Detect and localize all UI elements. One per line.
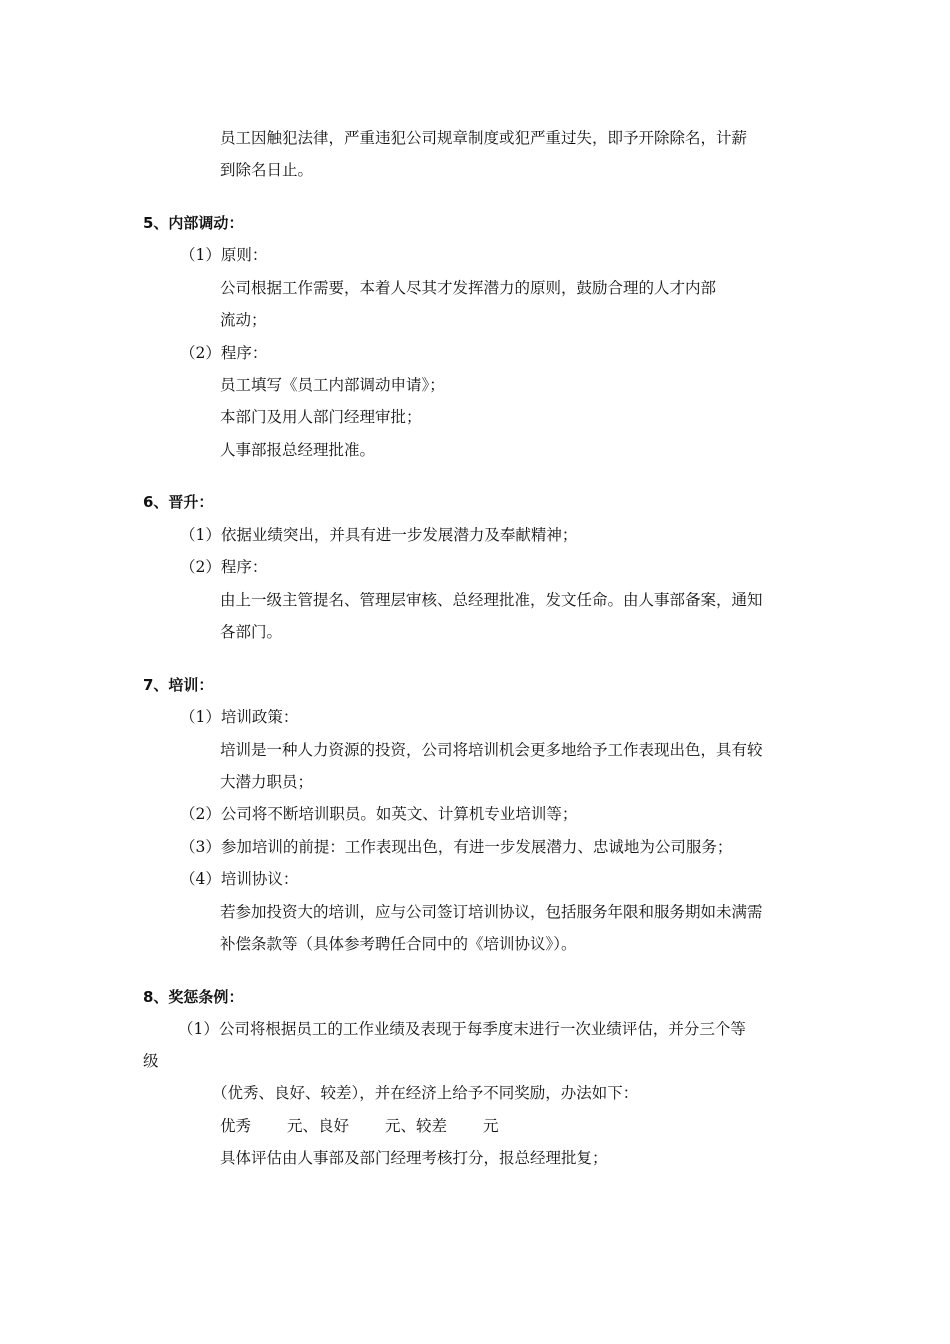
section-6-heading: 6、晋升： (143, 493, 214, 511)
section-7-item-4-label: （4）培训协议： (180, 870, 299, 888)
intro-line-2: 到除名日止。 (220, 161, 314, 179)
grade-unit-label: 元 (483, 1117, 499, 1135)
section-5-item-2-text-2: 本部门及用人部门经理审批； (220, 408, 422, 426)
section-7-item-3: （3）参加培训的前提：工作表现出色，有进一步发展潜力、忠诚地为公司服务； (180, 838, 733, 856)
section-5-item-2-label: （2）程序： (180, 344, 268, 362)
section-5-heading: 5、内部调动： (143, 214, 244, 232)
section-8-item-1-text-3: （优秀、良好、较差），并在经济上给予不同奖励，办法如下： (212, 1084, 639, 1102)
section-7-item-1-text-1: 培训是一种人力资源的投资，公司将培训机会更多地给予工作表现出色，具有较 (220, 741, 763, 759)
section-6-item-2-label: （2）程序： (180, 558, 268, 576)
section-8-item-1-text-1: （1）公司将根据员工的工作业绩及表现于每季度末进行一次业绩评估，并分三个等 (178, 1020, 746, 1038)
section-7-heading: 7、培训： (143, 676, 214, 694)
section-5-item-2-text-1: 员工填写《员工内部调动申请》； (220, 376, 445, 394)
section-7-item-4-text-1: 若参加投资大的培训，应与公司签订培训协议，包括服务年限和服务期如未满需 (220, 903, 763, 921)
grade-good-label: 元、良好 (287, 1117, 350, 1135)
intro-line-1: 员工因触犯法律，严重违犯公司规章制度或犯严重过失，即予开除除名，计薪 (220, 129, 748, 147)
section-7-item-1-text-2: 大潜力职员； (220, 773, 314, 791)
section-7-item-2: （2）公司将不断培训职员。如英文、计算机专业培训等； (180, 805, 578, 823)
section-6-item-2-text-2: 各部门。 (220, 623, 283, 641)
section-8-item-1-text-4: 具体评估由人事部及部门经理考核打分，报总经理批复； (220, 1149, 608, 1167)
section-7-item-4-text-2: 补偿条款等（具体参考聘任合同中的《培训协议》）。 (220, 935, 577, 953)
section-5-item-2-text-3: 人事部报总经理批准。 (220, 441, 376, 459)
section-5-item-1-text-1: 公司根据工作需要，本着人尽其才发挥潜力的原则，鼓励合理的人才内部 (220, 279, 717, 297)
section-8-item-1-text-2: 级 (143, 1052, 159, 1070)
section-6-item-2-text-1: 由上一级主管提名、管理层审核、总经理批准，发文任命。由人事部备案，通知 (220, 591, 763, 609)
section-5-item-1-label: （1）原则： (180, 246, 268, 264)
grade-row (220, 1116, 499, 1136)
grade-poor-label: 元、较差 (385, 1117, 448, 1135)
section-6-item-1: （1）依据业绩突出，并具有进一步发展潜力及奉献精神； (180, 526, 578, 544)
section-7-item-1-label: （1）培训政策： (180, 708, 299, 726)
section-5-item-1-text-2: 流动； (220, 311, 267, 329)
grade-excellent-label: 优秀 (220, 1117, 252, 1135)
section-8-heading: 8、奖惩条例： (143, 988, 244, 1006)
